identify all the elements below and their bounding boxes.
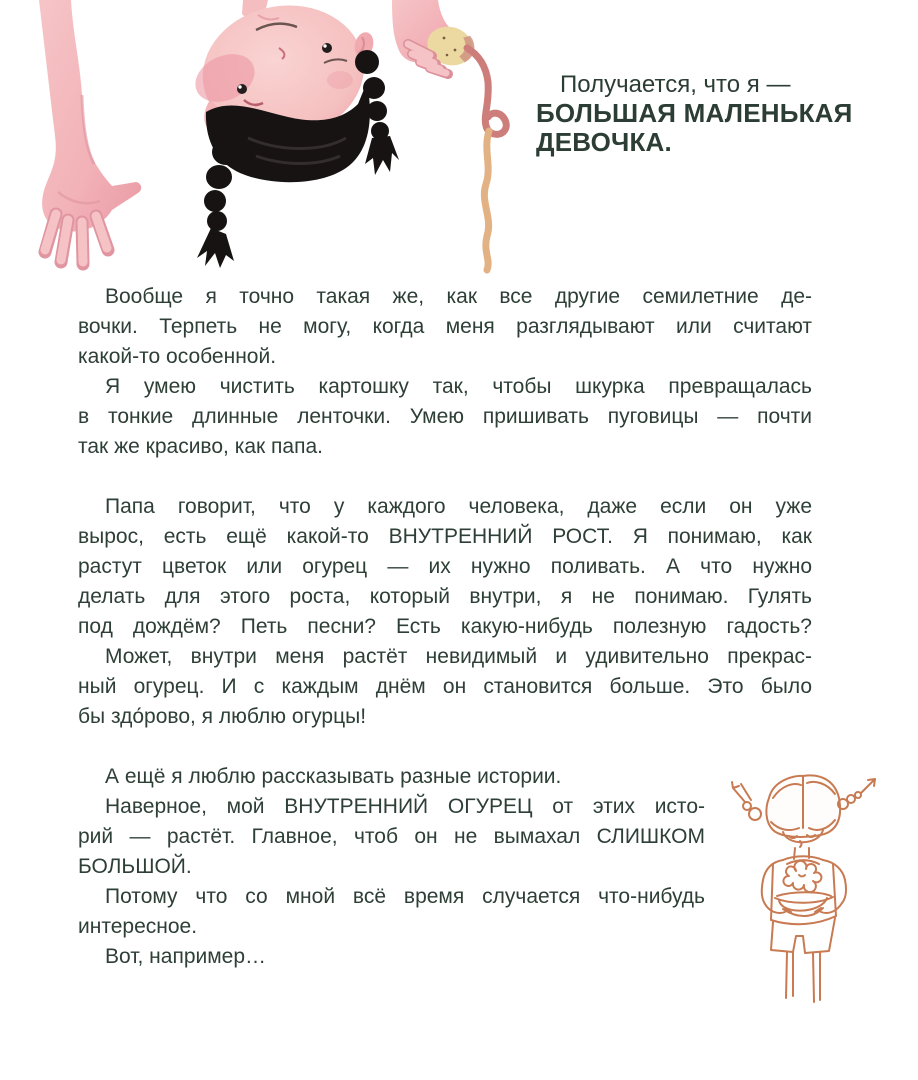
text-line: рий — растёт. Главное, чтоб он не вымахал СЛИШКОМ (78, 825, 705, 848)
paragraph (78, 492, 812, 642)
paragraph (78, 942, 705, 972)
eye (237, 84, 247, 94)
hand-peeling-potato-illustration (392, 0, 506, 270)
text-line: вочки. Терпеть не могу, когда меня разглядывают или считают (78, 315, 812, 338)
potato-peel-ribbon (484, 131, 489, 270)
body-text (78, 282, 812, 972)
braid-arrow (861, 779, 875, 793)
text-line: вырос, есть ещё какой-то ВНУТРЕННИЙ РОСТ. Я понимаю, как (78, 525, 812, 548)
heading-line: БОЛЬШАЯ МАЛЕНЬКАЯ (536, 98, 853, 128)
text-line: ный огурец. И с каждым днём он становится больше. Это было (78, 675, 812, 698)
text-line: под дождём? Петь песни? Есть какую-нибудь полезную гадость? (78, 615, 812, 638)
text-line: интересное. (78, 915, 198, 938)
braid-spikes (732, 782, 751, 802)
heading (536, 70, 866, 157)
nose (800, 841, 802, 847)
left-braid (197, 139, 240, 268)
left-arm-illustration (39, 0, 141, 264)
collar (783, 856, 823, 864)
paragraph (78, 642, 812, 732)
text-line: Наверное, мой ВНУТРЕННИЙ ОГУРЕЦ от этих исто- (105, 795, 705, 818)
heading-line: ДЕВОЧКА. (536, 127, 672, 157)
eye (322, 43, 332, 53)
text-line: Потому что со мной всё время случается что-нибудь (105, 885, 705, 908)
heading-line: Получается, что я — (560, 71, 791, 98)
paragraph (78, 372, 812, 462)
text-line: делать для этого роста, который внутри, я не понимаю. Гулять (78, 585, 812, 608)
text-line: растут цветок или огурец — их нужно поливать. А что нужно (78, 555, 812, 578)
legs (786, 952, 820, 1002)
text-line: так же красиво, как папа. (78, 435, 323, 458)
paragraph (78, 882, 705, 942)
hair-coil (749, 808, 761, 820)
text-line: в тонкие длинные ленточки. Умею пришивать пуговицы — почти (78, 405, 812, 428)
paragraph (78, 762, 705, 792)
paragraph (78, 792, 705, 882)
text-line: какой-то особенной. (78, 345, 277, 368)
text-line: Папа говорит, что у каждого человека, даже если он уже (105, 495, 812, 518)
text-line: БОЛЬШОЙ. (78, 855, 192, 878)
text-line: бы здо́рово, я люблю огурцы! (78, 705, 367, 728)
text-line: Вообще я точно такая же, как все другие семилетние де- (105, 285, 812, 308)
text-line: Вот, например… (105, 945, 267, 968)
potato-peel-curl (467, 48, 506, 134)
paragraph (78, 282, 812, 372)
text-line: Может, внутри меня растёт невидимый и удивительно прекрас- (105, 645, 812, 668)
text-line: А ещё я люблю рассказывать разные истории. (105, 765, 562, 788)
text-line: Я умею чистить картошку так, чтобы шкурка превращалась (105, 375, 812, 398)
girl-with-plate-illustration (723, 768, 898, 1013)
upside-down-girl-head-illustration (188, 0, 399, 268)
